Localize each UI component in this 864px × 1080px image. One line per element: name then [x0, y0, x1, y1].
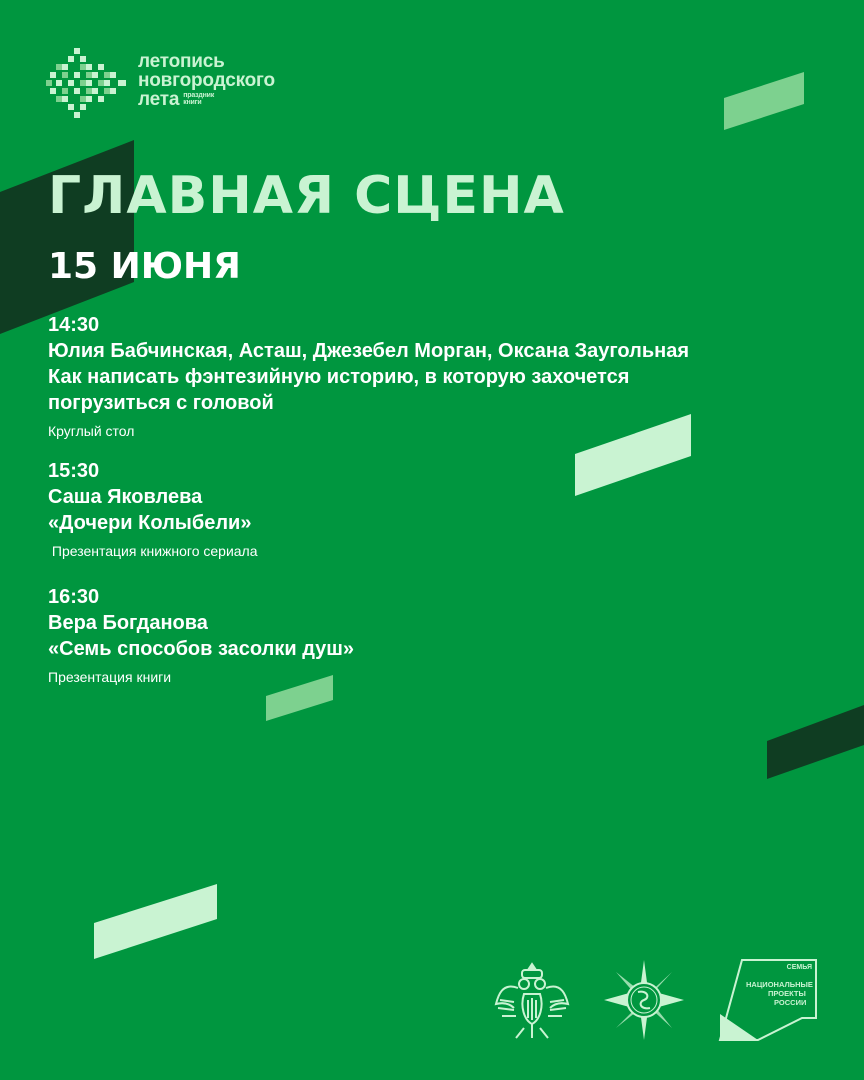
dark-parallelogram-right — [766, 705, 864, 781]
festival-logo — [46, 48, 306, 120]
schedule-item — [48, 584, 808, 686]
event-author: Вера Богданова — [48, 612, 208, 634]
logo-subtitle — [183, 92, 214, 106]
event-topic: Как написать фэнтезийную историю, в которую захочется — [48, 366, 630, 388]
order-star-emblem-icon — [604, 960, 684, 1040]
logo-line-1: летопись — [138, 51, 225, 72]
event-speakers: Юлия Бабчинская, Асташ, Джезебел Морган, Оксана Заугольная — [48, 340, 690, 362]
logo-wordmark — [138, 52, 275, 109]
logo-subtitle-2: книги — [183, 99, 202, 106]
event-date: 15 ИЮНЯ — [48, 246, 241, 287]
np-tag: СЕМЬЯ — [786, 964, 812, 971]
event-format: Презентация книги — [48, 669, 172, 685]
event-time: 15:30 — [48, 460, 100, 482]
schedule-item — [48, 458, 808, 560]
event-format: Круглый стол — [48, 423, 135, 439]
event-author: Саша Яковлева — [48, 486, 203, 508]
np-line-3: РОССИИ — [774, 998, 807, 1007]
np-line-1: НАЦИОНАЛЬНЫЕ — [746, 980, 813, 989]
event-book-title: «Дочери Колыбели» — [48, 512, 252, 534]
logo-line-2: новгородского — [138, 70, 275, 91]
event-book-title: «Семь способов засолки душ» — [48, 638, 355, 660]
schedule-item — [48, 312, 808, 440]
event-time: 16:30 — [48, 586, 100, 608]
logo-line-3-text: лета — [138, 89, 180, 110]
page-title: ГЛАВНАЯ СЦЕНА — [48, 166, 565, 226]
logo-line-3 — [138, 90, 275, 109]
event-time: 14:30 — [48, 314, 100, 336]
mint-parallelogram-bottom-left — [93, 883, 219, 961]
national-projects-logo — [718, 958, 818, 1042]
arrow-logo-icon — [46, 48, 130, 120]
event-topic-continued: погрузиться с головой — [48, 392, 274, 414]
mint-parallelogram-top-right — [722, 72, 806, 132]
logo-subtitle-1: праздник — [183, 92, 215, 99]
event-format: Презентация книжного сериала — [48, 543, 258, 559]
np-line-2: ПРОЕКТЫ — [768, 989, 806, 998]
ministry-emblem-icon — [494, 958, 570, 1042]
